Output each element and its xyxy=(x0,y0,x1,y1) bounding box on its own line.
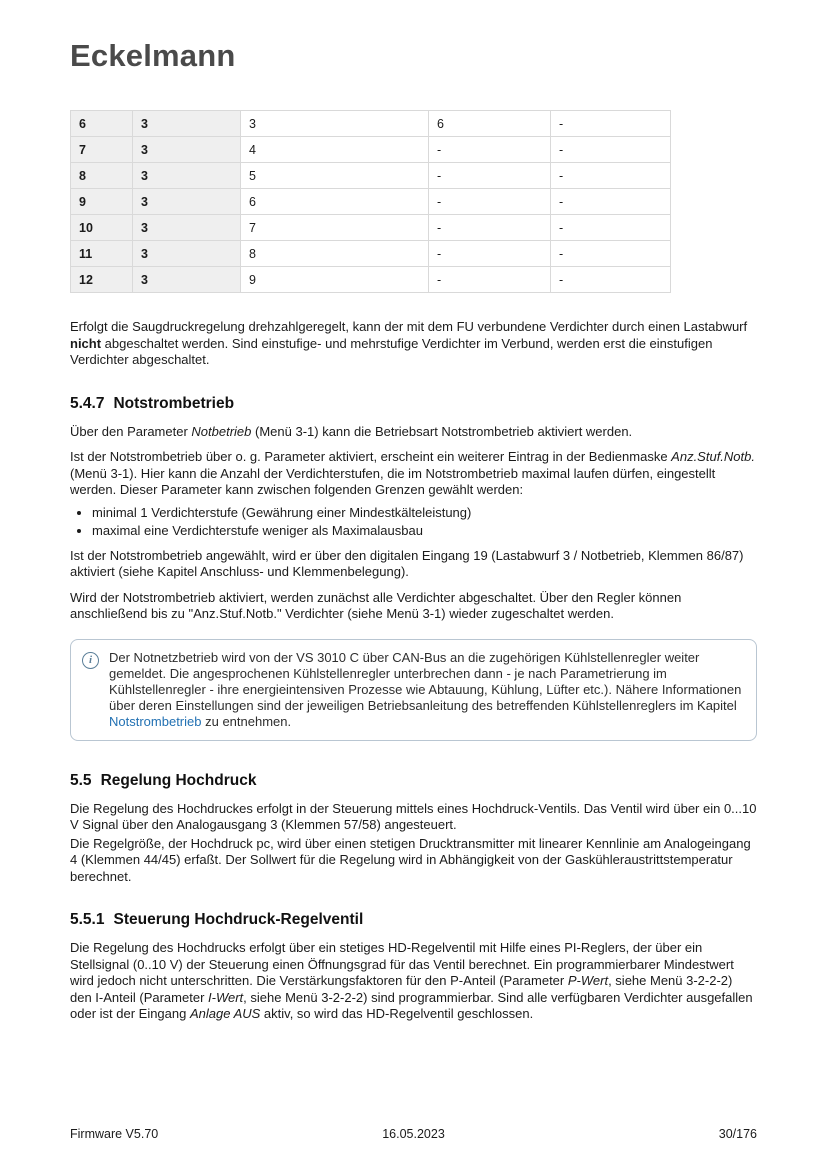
footer-firmware-version: Firmware V5.70 xyxy=(70,1127,159,1141)
section-heading-5-5 xyxy=(70,771,757,790)
table-cell: 3 xyxy=(133,189,241,215)
table-cell: 3 xyxy=(241,111,429,137)
table-row xyxy=(71,215,671,241)
table-cell: - xyxy=(429,163,551,189)
eckelmann-logo: Eckelmann xyxy=(70,38,236,73)
compressor-stages-table xyxy=(70,110,671,293)
info-note-text: Der Notnetzbetrieb wird von der VS 3010 C über CAN-Bus an die zugehörigen Kühlstellenregler weiter gemeldet. Die angesprochenen Kühlstellenregler unterbrechen dann - je nach Parametrierung im Kühlstellenregler - ihre energieintensiven Prozesse wie Abtauung, Kühlung, Lüfter etc.). Nähere Informationen über deren Einstellungen sind der jeweiligen Betriebsanleitung des betreffenden Kühlstellenreglers im Kapitel Notstrombetrieb zu entnehmen. xyxy=(109,649,742,729)
table-cell: 6 xyxy=(241,189,429,215)
table-cell: - xyxy=(429,241,551,267)
table-cell: - xyxy=(429,189,551,215)
table-cell: 9 xyxy=(71,189,133,215)
inline-link-notstrombetrieb[interactable]: Notstrombetrieb xyxy=(109,713,202,729)
footer-date: 16.05.2023 xyxy=(382,1127,445,1141)
table-cell: 3 xyxy=(133,163,241,189)
section-number: 5.5 xyxy=(70,771,92,789)
paragraph-pi-regler: Die Regelung des Hochdrucks erfolgt über ein stetiges HD-Regelventil mit Hilfe eines PI-Reglers, der über ein Stellsignal (0..10 V) der Steuerung einen Öffnungsgrad für das Ventil berechnet. Ein programmierbarer Mindestwert wird jedoch nicht unterschritten. Die Verstärkungsfaktoren für den P-Anteil (Parameter P-Wert, siehe Menü 3-2-2-2) den I-Anteil (Parameter I-Wert, siehe Menü 3-2-2-2) sind programmierbar. Sind alle verfügbaren Verdichter ausgefallen oder ist der Eingang Anlage AUS aktiv, so wird das HD-Regelventil geschlossen. xyxy=(70,940,753,1021)
table-cell: - xyxy=(429,267,551,293)
table-cell: 10 xyxy=(71,215,133,241)
table-cell: 7 xyxy=(241,215,429,241)
table-cell: 3 xyxy=(133,241,241,267)
table-cell: - xyxy=(551,215,671,241)
paragraph-lastabwurf: Erfolgt die Saugdruckregelung drehzahlgeregelt, kann der mit dem FU verbundene Verdichter durch einen Lastabwurf nicht abgeschaltet werden. Sind einstufige- und mehrstufige Verdichter im Verbund, werden erst die einstufigen Verdichter abgeschaltet. xyxy=(70,319,748,367)
paragraph-hochdruck-ventil: Die Regelung des Hochdruckes erfolgt in der Steuerung mittels eines Hochdruck-Ventils. Das Ventil wird über ein 0...10 V Signal über den Analogausgang 3 (Klemmen 57/58) angesteuert. xyxy=(70,800,757,832)
table-cell: 3 xyxy=(133,267,241,293)
table-cell: 6 xyxy=(429,111,551,137)
table-cell: - xyxy=(551,189,671,215)
table-cell: 4 xyxy=(241,137,429,163)
table-cell: - xyxy=(551,111,671,137)
section-number: 5.4.7 xyxy=(70,394,105,412)
section-title: Notstrombetrieb xyxy=(113,394,235,412)
paragraph-digital-input: Ist der Notstrombetrieb angewählt, wird er über den digitalen Eingang 19 (Lastabwurf 3 / Notbetrieb, Klemmen 86/87) aktiviert (siehe Kapitel Anschluss- und Klemmenbelegung). xyxy=(70,547,744,579)
section-title: Steuerung Hochdruck-Regelventil xyxy=(113,911,364,928)
table-cell: 3 xyxy=(133,111,241,137)
table-cell: - xyxy=(551,137,671,163)
table-row xyxy=(71,163,671,189)
table-cell: - xyxy=(429,215,551,241)
list-item: • maximal eine Verdichterstufe weniger als Maximalausbau xyxy=(92,522,757,539)
list-item: • minimal 1 Verdichterstufe (Gewährung einer Mindestkälteleistung) xyxy=(92,504,757,521)
table-cell: 3 xyxy=(133,215,241,241)
paragraph-notbetrieb: Über den Parameter Notbetrieb (Menü 3-1) kann die Betriebsart Notstrombetrieb aktiviert werden. xyxy=(70,423,633,439)
table-cell: 8 xyxy=(71,163,133,189)
table-row xyxy=(71,189,671,215)
table-cell: - xyxy=(551,163,671,189)
paragraph-regelgroesse: Die Regelgröße, der Hochdruck pc, wird über einen stetigen Drucktransmitter mit linearer Kennlinie am Analogeingang 4 (Klemmen 44/45) erfaßt. Der Sollwert für die Regelung wird in Abhängigkeit von der Gaskühleraustrittstemperatur berechnet. xyxy=(70,835,751,884)
table-cell: - xyxy=(429,137,551,163)
section-title: Regelung Hochdruck xyxy=(100,771,257,789)
table-cell: - xyxy=(551,267,671,293)
section-heading-5-4-7 xyxy=(70,394,757,413)
table-cell: 12 xyxy=(71,267,133,293)
table-cell: 3 xyxy=(133,137,241,163)
info-note-box xyxy=(70,639,757,741)
table-cell: 11 xyxy=(71,241,133,267)
table-cell: 7 xyxy=(71,137,133,163)
section-heading-5-5-1 xyxy=(70,910,757,929)
table-row xyxy=(71,241,671,267)
table-cell: 5 xyxy=(241,163,429,189)
info-icon: i xyxy=(82,652,99,669)
table-cell: 9 xyxy=(241,267,429,293)
footer-page-number: 30/176 xyxy=(718,1127,757,1141)
paragraph-aktivierung: Wird der Notstrombetrieb aktiviert, werden zunächst alle Verdichter abgeschaltet. Über den Regler können anschließend bis zu "Anz.Stuf.Notb." Verdichter (siehe Menü 3-1) wieder zugeschaltet werden. xyxy=(70,589,682,621)
table-cell: - xyxy=(551,241,671,267)
table-row xyxy=(71,137,671,163)
table-cell: 8 xyxy=(241,241,429,267)
table-row xyxy=(71,111,671,137)
page-footer xyxy=(70,1127,757,1141)
section-number: 5.5.1 xyxy=(70,911,105,928)
limits-bullet-list xyxy=(76,504,757,539)
table-cell: 6 xyxy=(71,111,133,137)
table-row xyxy=(71,267,671,293)
paragraph-anzstufnotb: Ist der Notstrombetrieb über o. g. Parameter aktiviert, erscheint ein weiterer Eintrag in der Bedienmaske Anz.Stuf.Notb. (Menü 3-1). Hier kann die Anzahl der Verdichterstufen, die im Notstrombetrieb maximal laufen dürfen, eingestellt werden. Dieser Parameter kann zwischen folgenden Grenzen gewählt werden: xyxy=(70,449,755,497)
